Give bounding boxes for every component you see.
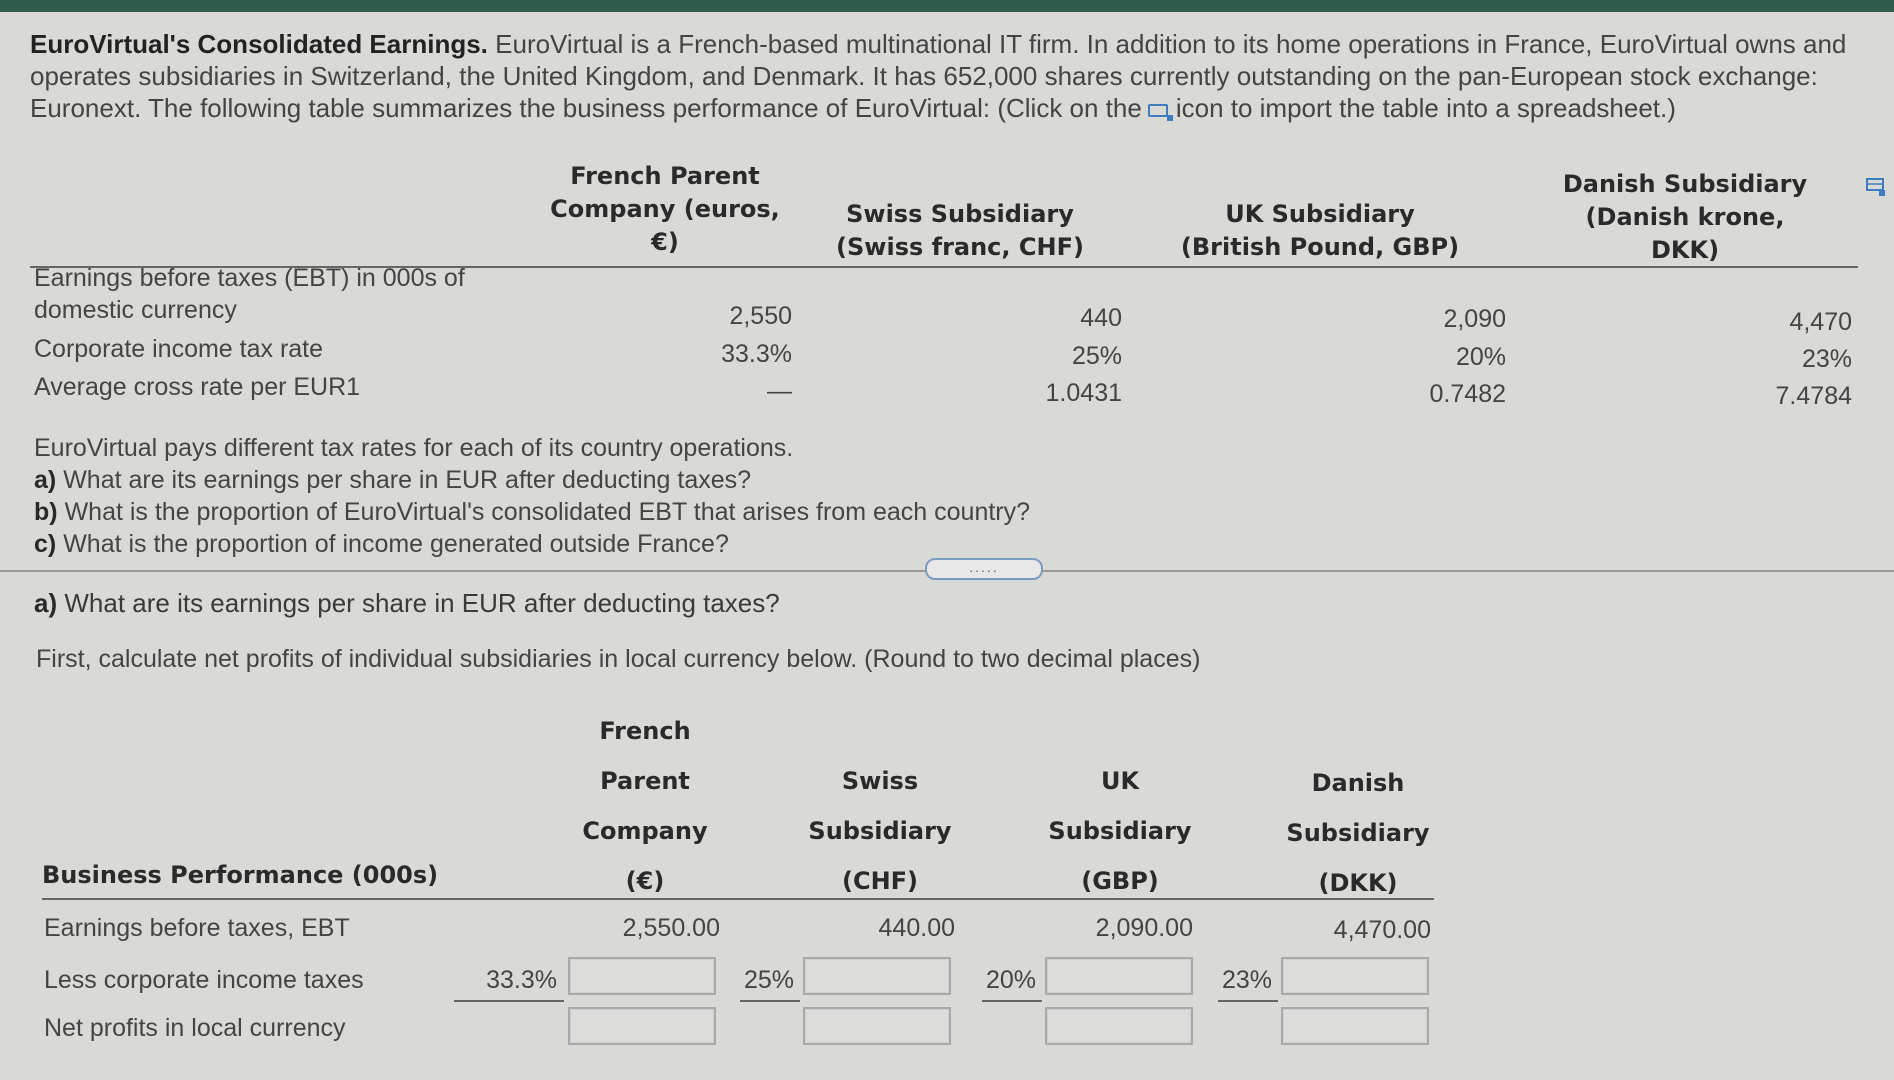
t1-ebt-uk: 2,090 <box>1443 305 1506 333</box>
t1-header-danish: Danish Subsidiary (Danish krone, DKK) <box>1562 170 1808 264</box>
t2-tax-label: Less corporate income taxes <box>44 966 364 994</box>
t2-tax-rate-danish: 23% <box>1221 966 1272 994</box>
rate-underline <box>740 1000 800 1002</box>
t1-ebt-french: 2,550 <box>729 302 792 330</box>
t1-ebt-swiss: 440 <box>1080 304 1122 332</box>
spreadsheet-import-icon[interactable] <box>1148 104 1168 117</box>
t1-tax-french: 33.3% <box>721 340 792 368</box>
net-input-swiss[interactable] <box>803 1007 951 1045</box>
spreadsheet-import-icon[interactable] <box>1866 178 1888 198</box>
t2-header-rule <box>42 898 1434 900</box>
t2-ebt-label: Earnings before taxes, EBT <box>44 914 350 942</box>
t1-row-ebt-label: Earnings before taxes (EBT) in 000s of domestic currency <box>34 264 465 324</box>
top-bar <box>0 0 1894 12</box>
problem-title: EuroVirtual's Consolidated Earnings. <box>30 29 488 59</box>
t2-tax-rate-french: 33.3% <box>486 966 557 994</box>
tax-input-uk[interactable] <box>1045 957 1193 995</box>
t1-row-rate-label: Average cross rate per EUR1 <box>34 373 361 401</box>
net-input-danish[interactable] <box>1281 1007 1429 1045</box>
questions-block <box>34 432 1030 560</box>
question-c: c) What is the proportion of income generated outside France? <box>34 530 729 558</box>
question-b: b) What is the proportion of EuroVirtual's consolidated EBT that arises from each country? <box>34 498 1031 526</box>
t2-ebt-uk: 2,090.00 <box>1095 914 1193 942</box>
click-prefix: (Click on the <box>997 93 1142 123</box>
t1-header-uk: UK Subsidiary (British Pound, GBP) <box>1180 200 1460 261</box>
tax-input-danish[interactable] <box>1281 957 1429 995</box>
t2-tax-rate-uk: 20% <box>985 966 1036 994</box>
tax-input-swiss[interactable] <box>803 957 951 995</box>
t2-header-uk: UK Subsidiary (GBP) <box>1048 767 1192 895</box>
t2-header-danish: Danish Subsidiary (DKK) <box>1286 769 1430 897</box>
net-input-french[interactable] <box>568 1007 716 1045</box>
rate-underline <box>454 1000 564 1002</box>
t1-header-french: French Parent Company (euros, €) <box>550 162 780 256</box>
t2-ebt-swiss: 440.00 <box>878 914 955 942</box>
rate-underline <box>982 1000 1042 1002</box>
rate-underline <box>1218 1000 1278 1002</box>
net-input-uk[interactable] <box>1045 1007 1193 1045</box>
t1-tax-uk: 20% <box>1455 343 1506 371</box>
t1-rate-swiss: 1.0431 <box>1045 379 1122 407</box>
question-a: a) What are its earnings per share in EUR after deducting taxes? <box>34 466 752 494</box>
problem-intro <box>30 28 1850 124</box>
expand-button[interactable]: ..... <box>925 558 1043 580</box>
t1-row-tax-label: Corporate income tax rate <box>34 335 324 363</box>
t1-header-swiss: Swiss Subsidiary (Swiss franc, CHF) <box>836 200 1084 261</box>
t1-rate-uk: 0.7482 <box>1429 380 1506 408</box>
t1-rate-danish: 7.4784 <box>1775 382 1852 410</box>
t2-header-french: French Parent Company (€) <box>582 717 708 895</box>
part-a-instruction: First, calculate net profits of individual subsidiaries in local currency below. (Round to two decimal places) <box>36 645 1201 673</box>
t1-rate-french: — <box>767 377 792 405</box>
click-suffix: icon to import the table into a spreadsheet.) <box>1175 93 1676 123</box>
part-a-question: a) What are its earnings per share in EUR after deducting taxes? <box>34 588 780 618</box>
t1-tax-swiss: 25% <box>1071 342 1122 370</box>
questions-lead: EuroVirtual pays different tax rates for each of its country operations. <box>34 434 794 462</box>
t2-tax-rate-swiss: 25% <box>743 966 794 994</box>
t2-net-label: Net profits in local currency <box>44 1014 346 1042</box>
t2-header-swiss: Swiss Subsidiary (CHF) <box>808 767 952 895</box>
t2-header-label: Business Performance (000s) <box>42 861 439 889</box>
t2-ebt-french: 2,550.00 <box>622 914 720 942</box>
tax-input-french[interactable] <box>568 957 716 995</box>
problem-text: EuroVirtual is a French-based multinational IT firm. In addition to its home operations in France, EuroVirtual owns and operates subsidiaries in Switzerland, the United Kingdom, and Denmark. It has 652,000 shares currently outstanding on the pan-European stock exchange: Euronext. The following table summarizes the business performance of EuroVirtual: <box>30 29 1847 123</box>
t1-ebt-danish: 4,470 <box>1789 308 1852 336</box>
t1-tax-danish: 23% <box>1801 345 1852 373</box>
t2-ebt-danish: 4,470.00 <box>1333 916 1431 944</box>
